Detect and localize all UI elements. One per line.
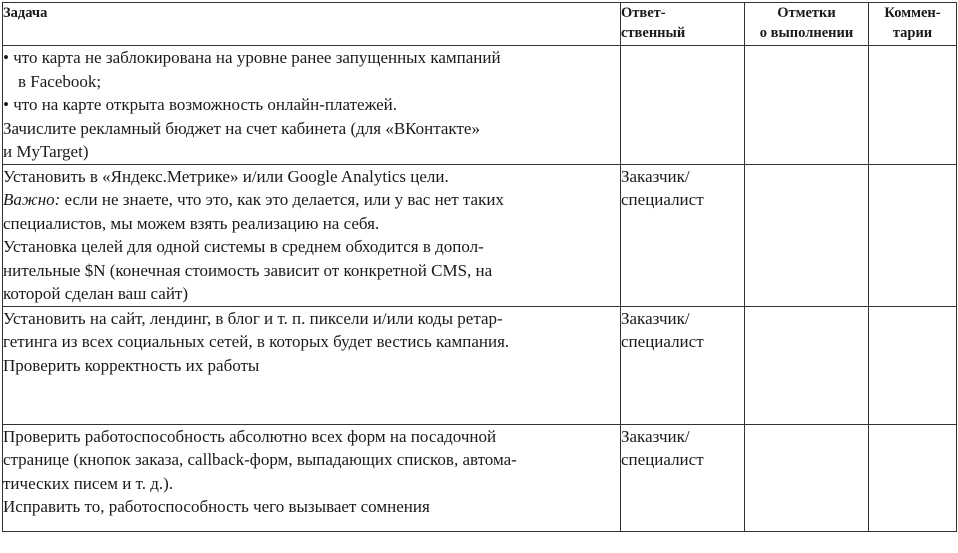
marks-cell [745,424,869,531]
comments-cell [869,306,957,424]
task-line: и MyTarget) [3,142,89,161]
table-row [3,46,957,165]
task-line: Важно: если не знаете, что это, как это делается, или у вас нет таких [3,190,504,209]
task-line: Установка целей для одной системы в среднем обходится в допол- [3,237,484,256]
header-comments: Коммен- тарии [869,3,957,46]
task-cell [3,306,621,424]
comments-cell [869,424,957,531]
task-line: • что на карте открыта возможность онлайн-платежей. [3,95,397,114]
task-line: гетинга из всех социальных сетей, в которых будет вестись кампания. [3,332,510,351]
table-row [3,424,957,531]
table-header-row [3,3,957,46]
marks-cell [745,164,869,306]
checklist-table [2,2,957,532]
task-line: тических писем и т. д.). [3,473,174,493]
task-cell [3,46,621,165]
task-line: Исправить то, работоспособность чего вызывает сомнения [3,497,430,516]
comments-cell [869,164,957,306]
header-task: Задача [3,3,621,46]
task-line: Проверить работоспособность абсолютно всех форм на посадочной [3,426,497,446]
task-line: странице (кнопок заказа, callback-форм, выпадающих списков, автома- [3,450,517,469]
comments-cell [869,46,957,165]
important-label: Важно: [3,190,61,209]
task-line: Проверить корректность их работы [3,355,260,375]
task-line: Установить в «Яндекс.Метрике» и/или Google Analytics цели. [3,166,449,186]
marks-cell [745,306,869,424]
task-line: в Facebook; [18,71,102,91]
responsible-cell [621,46,745,165]
header-marks: Отметки о выполнении [745,3,869,46]
task-line: • что карта не заблокирована на уровне ранее запущенных кампаний [3,48,501,67]
task-line: Зачислите рекламный бюджет на счет кабинета (для «ВКонтакте» [3,118,480,138]
task-line: специалистов, мы можем взять реализацию на себя. [3,213,380,233]
task-cell [3,424,621,531]
task-line: которой сделан ваш сайт) [3,284,189,303]
table-row [3,164,957,306]
responsible-cell: Заказчик/ специалист [621,164,745,306]
responsible-cell: Заказчик/ специалист [621,424,745,531]
marks-cell [745,46,869,165]
header-responsible: Ответ- ственный [621,3,745,46]
task-line: нительные $N (конечная стоимость зависит от конкретной CMS, на [3,260,493,280]
table-row [3,306,957,424]
responsible-cell: Заказчик/ специалист [621,306,745,424]
task-cell [3,164,621,306]
task-line: Установить на сайт, лендинг, в блог и т. п. пиксели и/или коды ретар- [3,308,503,328]
